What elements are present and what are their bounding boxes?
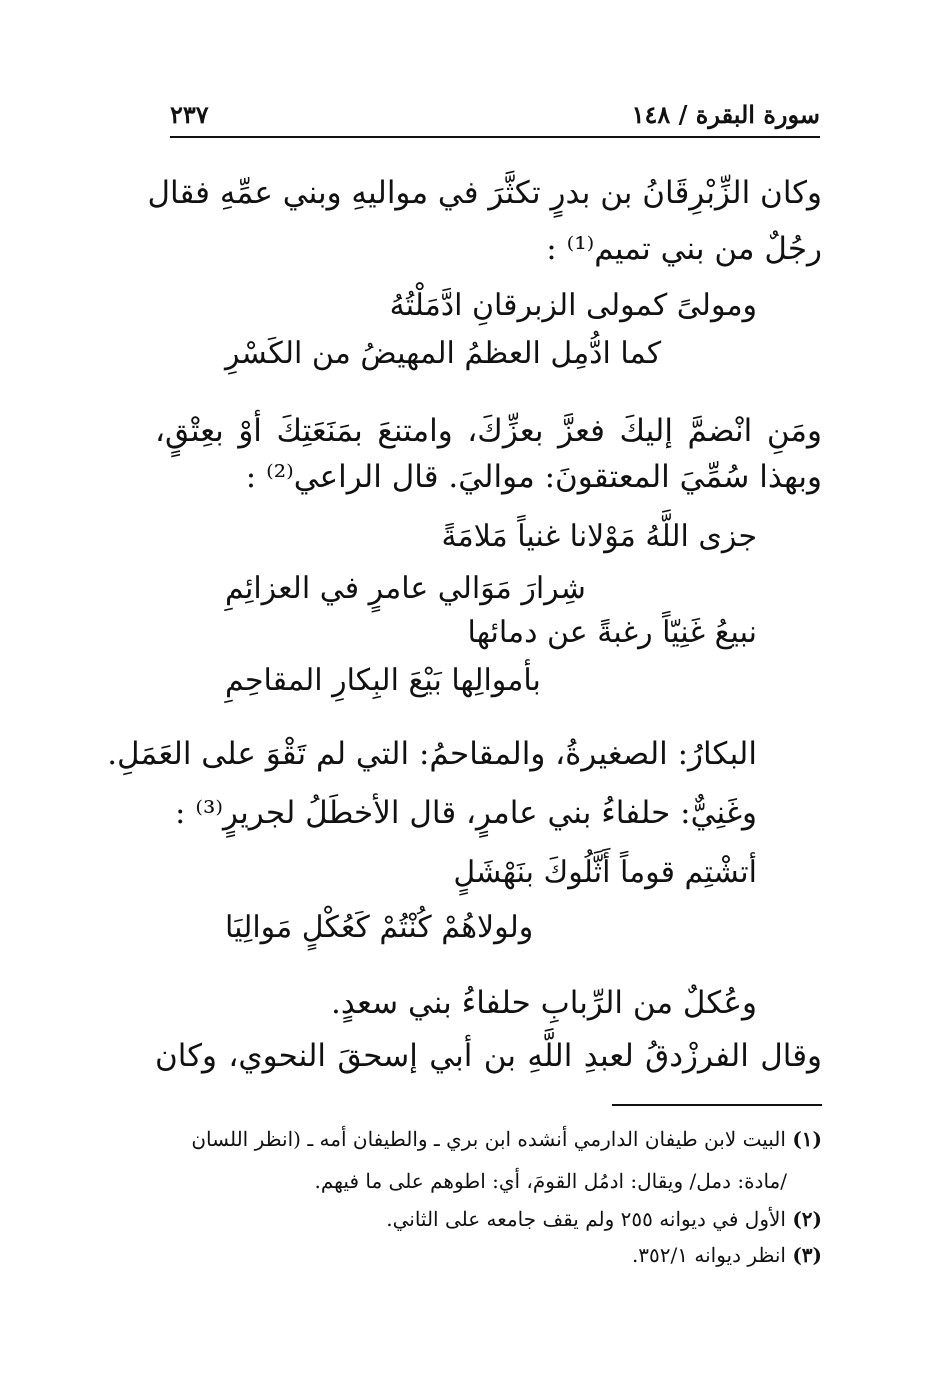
paragraph-2-line-1: ومَنِ انْضمَّ إليكَ فعزَّ بعزِّكَ، وامتنعَ بمَنَعَتِكَ أوْ بعِتْقٍ، bbox=[155, 413, 822, 449]
footnote-3-text: انظر ديوانه ٣٥٢/١. bbox=[631, 1243, 786, 1267]
verse-2-hemistich-2: شِرارَ مَوَالي عامرٍ في العزائِمِ bbox=[225, 571, 586, 606]
verse-4-hemistich-1: أتشْتِم قوماً أَثَّلُوكَ بنَهْشَلٍ bbox=[453, 855, 757, 890]
footnote-1 bbox=[150, 1124, 822, 1154]
footnote-2-number: (٢) bbox=[792, 1207, 822, 1231]
footnote-3-number: (٣) bbox=[792, 1243, 822, 1267]
page-number: ٢٣٧ bbox=[170, 100, 209, 129]
verse-3-hemistich-2: بأموالِها بَيْعَ البِكارِ المقاحِمِ bbox=[225, 663, 541, 698]
verse-4-hemistich-2: ولولاهُمْ كُنْتُمْ كَعُكْلٍ مَوالِيَا bbox=[225, 910, 534, 945]
footnote-2-text: الأول في ديوانه ٢٥٥ ولم يقف جامعه على الثاني. bbox=[386, 1207, 786, 1231]
paragraph-2-line-2: وبهذا سُمِّيَ المعتقونَ: مواليَ. قال الراعي⁽²⁾ : bbox=[245, 459, 822, 495]
footnote-1-number: (١) bbox=[792, 1127, 822, 1151]
footnote-separator bbox=[612, 1104, 822, 1106]
footnote-3 bbox=[632, 1240, 822, 1270]
footnote-1-continuation: /مادة: دمل/ ويقال: ادمُل القومَ، أي: اطوهم على ما فيهم. bbox=[314, 1169, 787, 1193]
paragraph-1-line-1: وكان الزِّبْرِقَانُ بن بدرٍ تكثَّرَ في مواليهِ وبني عمِّهِ فقال bbox=[147, 175, 822, 211]
footnote-1-text: البيت لابن طيفان الدارمي أنشده ابن بري ـ والطيفان أمه ـ (انظر اللسان bbox=[191, 1127, 786, 1151]
paragraph-6: وقال الفرزْدقُ لعبدِ اللَّهِ بن أبي إسحقَ النحوي، وكان bbox=[155, 1038, 822, 1074]
paragraph-5: وعُكلٌ من الرِّبابِ حلفاءُ بني سعدٍ. bbox=[331, 985, 757, 1021]
paragraph-1-line-2: رجُلٌ من بني تميم⁽¹⁾ : bbox=[546, 231, 822, 267]
verse-2-hemistich-1: جزى اللَّهُ مَوْلانا غنياً مَلامَةً bbox=[441, 519, 757, 554]
verse-1-hemistich-2: كما ادُّمِل العظمُ المهيضُ من الكَسْرِ bbox=[225, 336, 662, 371]
running-title: سورة البقرة / ١٤٨ bbox=[631, 100, 820, 129]
paragraph-4: وغَنِيٌّ: حلفاءُ بني عامرٍ، قال الأخطَلُ لجريرٍ⁽³⁾ : bbox=[175, 795, 757, 831]
page-header bbox=[170, 100, 820, 138]
footnote-2 bbox=[386, 1204, 822, 1234]
verse-3-hemistich-1: نبيعُ غَنِيّاً رغبةً عن دمائها bbox=[467, 615, 757, 650]
paragraph-3: البكارُ: الصغيرةُ، والمقاحمُ: التي لم تَقْوَ على العَمَلِ. bbox=[107, 736, 757, 772]
verse-1-hemistich-1: ومولىً كمولى الزبرقانِ ادَّمَلْتُهُ bbox=[389, 288, 757, 323]
